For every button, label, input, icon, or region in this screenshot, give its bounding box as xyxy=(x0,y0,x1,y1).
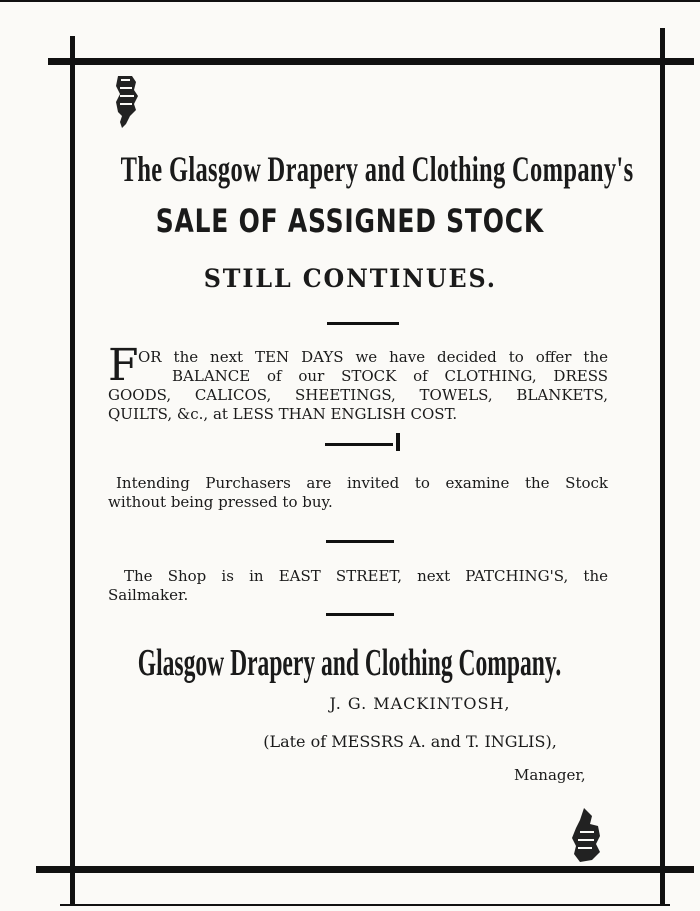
dropcap: F xyxy=(108,340,139,391)
advert-subheading: SALE OF ASSIGNED STOCK xyxy=(155,202,545,240)
top-border-thin xyxy=(0,0,700,2)
paragraph-line: without being pressed to buy. xyxy=(108,493,333,511)
separator-4 xyxy=(326,613,394,616)
manager-title: Manager, xyxy=(514,766,586,784)
separator-2-mark xyxy=(396,433,400,451)
pointing-hand-icon xyxy=(112,72,142,130)
top-border-thick xyxy=(48,58,694,65)
paragraph-line: Sailmaker. xyxy=(108,586,189,604)
paragraph-line: BALANCE of our STOCK of CLOTHING, DRESS xyxy=(172,367,608,385)
paragraph-line: Intending Purchasers are invited to examine the Stock xyxy=(116,474,608,492)
paragraph-location xyxy=(108,567,608,605)
paragraph-line: The Shop is in EAST STREET, next PATCHING'S, the xyxy=(124,567,608,585)
bottom-border-thick xyxy=(36,866,694,873)
advert-subheading-2: STILL CONTINUES. xyxy=(203,264,497,293)
company-name: Glasgow Drapery and Clothing Company. xyxy=(138,642,562,684)
paragraph-offer xyxy=(108,348,608,424)
advert-heading: The Glasgow Drapery and Clothing Company's xyxy=(120,149,634,189)
separator-2 xyxy=(325,443,393,446)
paragraph-line: OR the next TEN DAYS we have decided to offer the xyxy=(138,348,608,366)
paragraph-invite xyxy=(108,474,608,512)
separator-3 xyxy=(326,540,394,543)
paragraph-line: QUILTS, &c., at LESS THAN ENGLISH COST. xyxy=(108,405,458,423)
manager-note: (Late of MESSRS A. and T. INGLIS), xyxy=(263,732,557,751)
separator-1 xyxy=(327,322,399,325)
bottom-border-thin xyxy=(60,904,670,906)
manager-name: J. G. MACKINTOSH, xyxy=(329,694,511,713)
paragraph-line: GOODS, CALICOS, SHEETINGS, TOWELS, BLANKETS, xyxy=(108,386,608,404)
pointing-hand-icon xyxy=(566,806,606,864)
